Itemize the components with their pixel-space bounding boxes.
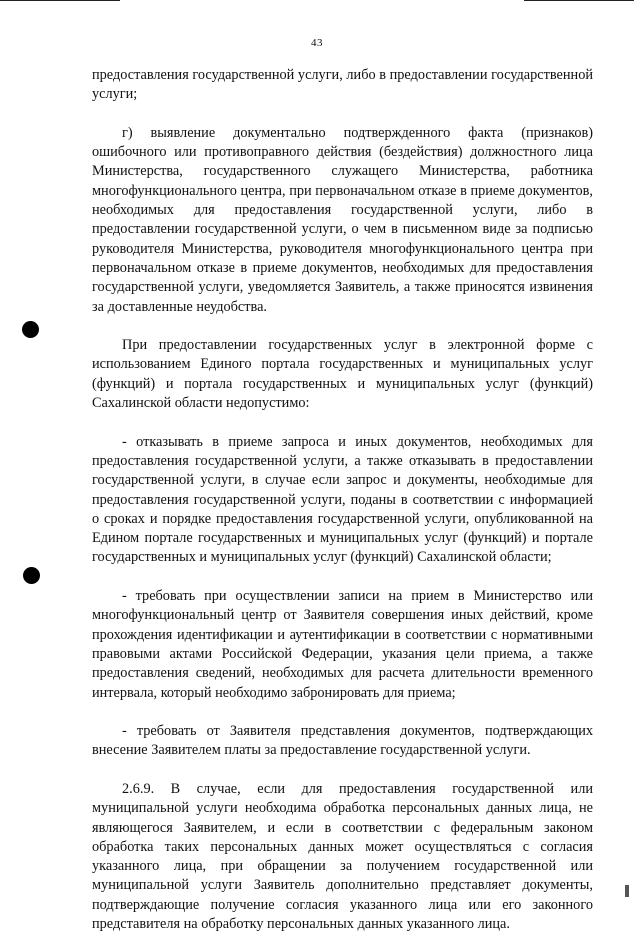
paragraph-electronic-form: При предоставлении государственных услуг в электронной форме с использованием Единого портала государственных и муниципальных услуг (функций) и портала государственных и муниципальных услуг (функций) Сахалинской области недопустимо: <box>92 337 593 412</box>
paragraph-item-g: г) выявление документально подтвержденного факта (признаков) ошибочного или противоправного действия (бездействия) должностного лица Министерства, государственного служащего Министерства, работника многофункционального центра, при первоначальном отказе в приеме документов, необходимых для предоставления государственной услуги, либо в предоставлении государственной услуги, о чем в письменном виде за подписью руководителя Министерства, руководителя многофункционального центра при первоначальном отказе в приеме документов, необходимых для предоставления государственной услуги, уведомляется Заявитель, а также приносятся извинения за доставленные неудобства. <box>92 124 593 315</box>
paragraph-2-6-9: 2.6.9. В случае, если для предоставления государственной или муниципальной услуги необходима обработка персональных данных лица, не являющегося Заявителем, и если в соответствии с федеральным законом обработка таких персональных данных может осуществляться с согласия указанного лица, при обращении за получением государственной или муниципальной услуги Заявитель дополнительно представляет документы, подтверждающие получение согласия указанного лица или его законного представителя на обработку персональных данных указанного лица. <box>92 780 593 933</box>
punch-hole <box>22 321 39 338</box>
scan-edge-mark <box>0 0 120 1</box>
list-item-payment: - требовать от Заявителя представления документов, подтверждающих внесение Заявителем платы за предоставление государственной услуги. <box>92 723 593 759</box>
list-item-refuse: - отказывать в приеме запроса и иных документов, необходимых для предоставления государственной услуги, а также отказывать в предоставлении государственной услуги, в случае если запрос и документы, необходимые для предоставления государственной услуги, поданы в соответствии с информацией о сроках и порядке предоставления государственной услуги, опубликованной на Едином портале государственных и муниципальных услуг (функций) и портале государственных и муниципальных услуг (функций) Сахалинской области; <box>92 433 593 566</box>
scan-edge-mark <box>625 885 629 897</box>
scan-edge-mark <box>524 0 634 1</box>
page-number: 43 <box>311 37 323 49</box>
document-body <box>92 66 593 934</box>
punch-hole <box>23 567 40 584</box>
list-item-appointment: - требовать при осуществлении записи на прием в Министерство или многофункциональный центр от Заявителя совершения иных действий, кроме прохождения идентификации и аутентификации в соответствии с нормативными правовыми актами Российской Федерации, указания цели приема, а также предоставления сведений, необходимых для расчета длительности временного интервала, который необходимо забронировать для приема; <box>92 588 593 701</box>
paragraph-continuation: предоставления государственной услуги, либо в предоставлении государственной услуги; <box>92 67 593 103</box>
